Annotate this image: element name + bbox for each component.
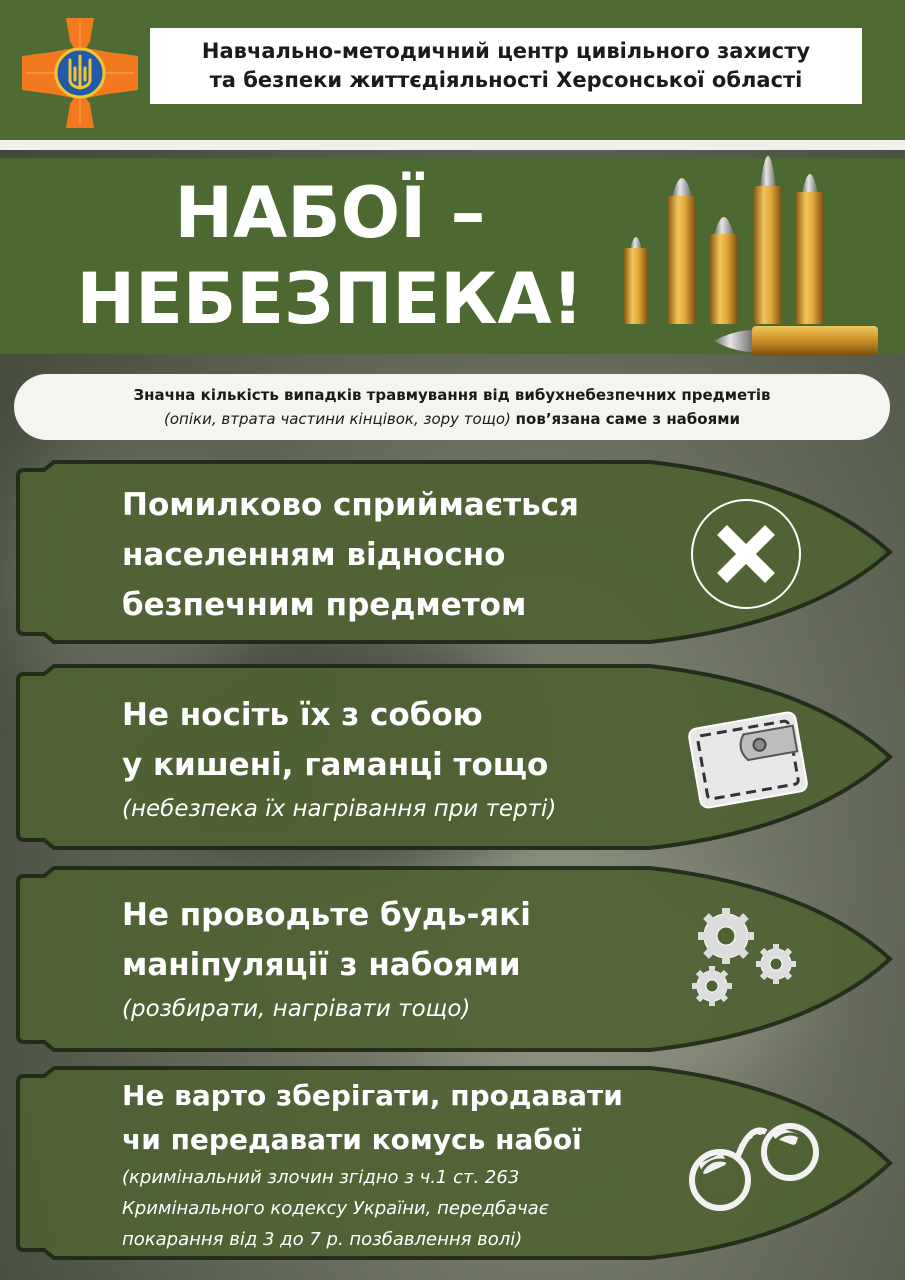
card-line: Помилково сприймається <box>122 487 579 523</box>
card-note: (небезпека їх нагрівання при терті) <box>122 796 557 822</box>
cartridges-illustration <box>610 128 900 358</box>
card-note: Кримінального кодексу України, передбачає <box>122 1198 549 1219</box>
organization-name <box>150 28 862 104</box>
card-line: у кишені, гаманці тощо <box>122 747 549 783</box>
org-line-1: Навчально-методичний центр цивільного захисту <box>201 39 811 63</box>
card-line: Не варто зберігати, продавати <box>122 1079 623 1112</box>
card-note: покарання від 3 до 7 р. позбавлення волі) <box>122 1229 523 1250</box>
card-text <box>122 890 531 1028</box>
intro-line-2-italic: (опіки, втрата частини кінцівок, зору тощо) <box>164 410 511 428</box>
warning-card-1 <box>10 460 894 644</box>
warning-card-2 <box>10 664 894 850</box>
card-line: чи передавати комусь набої <box>122 1123 582 1156</box>
intro-line-2-bold: пов’язана саме з набоями <box>515 410 740 428</box>
title-line-1: НАБОЇ – <box>174 172 486 254</box>
gears-icon <box>682 902 806 1014</box>
card-note: (розбирати, нагрівати тощо) <box>122 996 471 1022</box>
intro-banner <box>14 374 890 440</box>
org-line-2: та безпеки життєдіяльності Херсонської області <box>209 68 803 92</box>
cross-icon <box>690 498 802 610</box>
title-line-2: НЕБЕЗПЕКА! <box>76 258 584 340</box>
card-note: (кримінальний злочин згідно з ч.1 ст. 263 <box>122 1167 520 1188</box>
page-title <box>40 170 620 342</box>
card-text <box>122 480 579 630</box>
card-line: Не носіть їх з собою <box>122 697 483 733</box>
warning-card-3 <box>10 866 894 1052</box>
card-text <box>122 690 556 828</box>
warning-card-4 <box>10 1066 894 1260</box>
wallet-icon <box>686 704 810 816</box>
header <box>0 0 905 140</box>
dsns-emblem-icon <box>22 18 138 128</box>
card-text <box>122 1074 623 1255</box>
card-line: безпечним предметом <box>122 587 527 623</box>
intro-line-1: Значна кількість випадків травмування від вибухнебезпечних предметів <box>133 386 771 404</box>
card-line: маніпуляції з набоями <box>122 947 521 983</box>
card-line: населенням відносно <box>122 537 506 573</box>
handcuffs-icon <box>680 1102 830 1222</box>
card-line: Не проводьте будь-які <box>122 897 531 933</box>
